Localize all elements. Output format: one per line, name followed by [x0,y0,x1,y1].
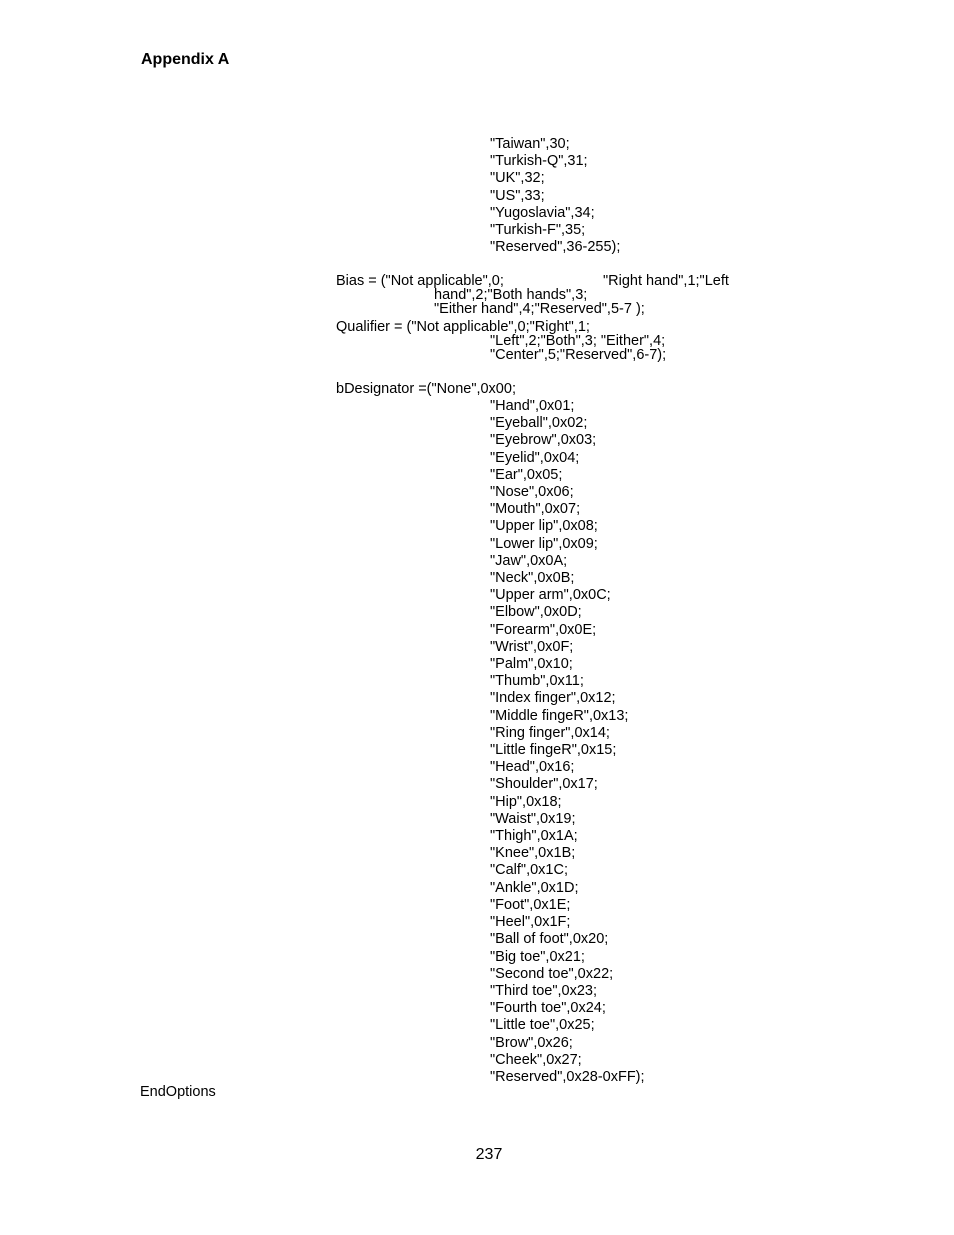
qualifier-line-3: "Center",5;"Reserved",6-7); [490,347,667,363]
page-header: Appendix A [141,51,230,68]
list-item: "Eyelid",0x04; [490,449,580,466]
list-item: "Index finger",0x12; [490,690,616,707]
designator-list [490,398,645,1086]
list-item: "Turkish-Q",31; [490,153,588,170]
list-item: "Foot",0x1E; [490,896,571,913]
list-item: "Heel",0x1F; [490,914,571,931]
list-item: "Waist",0x19; [490,810,576,827]
list-item: "Ankle",0x1D; [490,879,579,896]
list-item: "Knee",0x1B; [490,845,576,862]
list-item: "Shoulder",0x17; [490,776,598,793]
list-item: "Upper arm",0x0C; [490,587,611,604]
bias-line-3: "Either hand",4;"Reserved",5-7 ); [434,301,645,317]
qualifier-line-1: Qualifier = ("Not applicable",0;"Right",1; [336,319,590,335]
list-item: "Ball of foot",0x20; [490,931,609,948]
bias-line-2: hand",2;"Both hands",3; [434,287,588,303]
list-item: "Eyebrow",0x03; [490,432,597,449]
list-item: "US",33; [490,187,545,204]
list-item: "Calf",0x1C; [490,862,568,879]
list-item: "Second toe",0x22; [490,965,614,982]
list-item: "Thumb",0x11; [490,673,584,690]
list-item: "Hand",0x01; [490,398,575,414]
list-item: "Ear",0x05; [490,466,563,483]
list-item: "Cheek",0x27; [490,1051,582,1068]
page-number: 237 [475,1146,503,1163]
list-item: "Turkish-F",35; [490,222,586,239]
list-item: "Thigh",0x1A; [490,828,578,845]
list-item: "Mouth",0x07; [490,501,581,518]
list-item: "Taiwan",30; [490,136,570,152]
list-item: "Little toe",0x25; [490,1017,595,1034]
list-item: "Fourth toe",0x24; [490,1000,606,1017]
list-item: "Wrist",0x0F; [490,638,574,655]
country-code-list [490,136,620,256]
qualifier-line-2: "Left",2;"Both",3; "Either",4; [490,333,666,349]
list-item: "Yugoslavia",34; [490,204,595,221]
list-item: "Reserved",36-255); [490,239,621,256]
list-item: "Head",0x16; [490,759,575,776]
list-item: "Jaw",0x0A; [490,552,568,569]
list-item: "Hip",0x18; [490,793,562,810]
list-item: "Forearm",0x0E; [490,621,597,638]
list-item: "Lower lip",0x09; [490,535,598,552]
list-item: "Nose",0x06; [490,484,574,501]
list-item: "UK",32; [490,170,545,187]
bias-line-1-start: Bias = ("Not applicable",0; [336,273,504,289]
list-item: "Palm",0x10; [490,656,573,673]
list-item: "Upper lip",0x08; [490,518,598,535]
list-item: "Little fingeR",0x15; [490,742,617,759]
list-item: "Reserved",0x28-0xFF); [490,1068,645,1085]
designator-first-line: bDesignator =("None",0x00; [336,381,516,397]
list-item: "Elbow",0x0D; [490,604,582,621]
bias-line-1-end: "Right hand",1;"Left [603,273,729,289]
list-item: "Middle fingeR",0x13; [490,707,629,724]
list-item: "Big toe",0x21; [490,948,585,965]
list-item: "Ring finger",0x14; [490,724,610,741]
list-item: "Brow",0x26; [490,1034,573,1051]
list-item: "Eyeball",0x02; [490,415,588,432]
list-item: "Third toe",0x23; [490,982,598,999]
list-item: "Neck",0x0B; [490,570,575,587]
end-options-text: EndOptions [140,1084,216,1100]
